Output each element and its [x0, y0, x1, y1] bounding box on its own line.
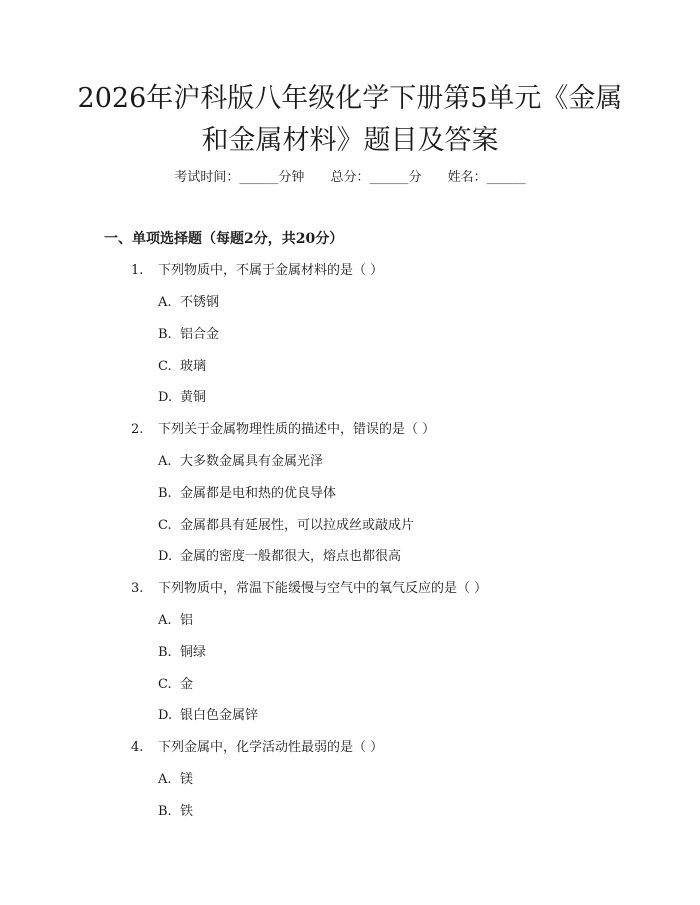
option: [158, 770, 193, 790]
document-title: 2026年沪科版八年级化学下册第5单元《金属和金属材料》题目及答案: [77, 83, 623, 156]
option-letter: D.: [158, 390, 173, 405]
exam-time: 考试时间：______分钟: [174, 170, 305, 185]
option: [158, 484, 336, 504]
option-letter: A.: [158, 295, 172, 310]
question-text: 下列关于金属物理性质的描述中，错误的是（ ）: [158, 422, 436, 437]
option-letter: D.: [158, 549, 173, 564]
student-name: 姓名：______: [447, 170, 526, 185]
option-letter: C.: [158, 359, 172, 374]
exam-info: [0, 168, 700, 188]
option: [158, 611, 193, 631]
option-letter: B.: [158, 327, 172, 342]
option-letter: A.: [158, 772, 172, 787]
option-text: 金属都是电和热的优良导体: [180, 486, 337, 501]
option-text: 铝: [180, 613, 194, 628]
option-text: 金: [180, 677, 194, 692]
option-letter: C.: [158, 518, 172, 533]
option: [158, 802, 193, 822]
option-letter: B.: [158, 645, 172, 660]
option-text: 不锈钢: [180, 295, 220, 310]
section-heading: 一、单项选择题（每题2分，共20分）: [104, 231, 344, 247]
option-text: 镁: [180, 772, 194, 787]
option-letter: A.: [158, 613, 172, 628]
option-letter: B.: [158, 486, 172, 501]
question-number: 4.: [131, 740, 144, 755]
question-number: 1.: [131, 263, 144, 278]
option: [158, 643, 206, 663]
option: [158, 547, 401, 567]
option-letter: B.: [158, 804, 172, 819]
question-number: 3.: [131, 581, 144, 596]
option-text: 玻璃: [180, 359, 207, 374]
option: [158, 325, 219, 345]
option: [158, 388, 206, 408]
option: [158, 706, 258, 726]
option-text: 铁: [180, 804, 194, 819]
option-text: 银白色金属锌: [180, 708, 259, 723]
option: [158, 675, 193, 695]
question-text: 下列物质中，不属于金属材料的是（ ）: [158, 263, 384, 278]
option-letter: A.: [158, 454, 172, 469]
option: [158, 357, 206, 377]
option-text: 铝合金: [180, 327, 220, 342]
option: [158, 293, 219, 313]
option-text: 大多数金属具有金属光泽: [180, 454, 324, 469]
question-number: 2.: [131, 422, 144, 437]
option-text: 金属都具有延展性，可以拉成丝或敲成片: [180, 518, 415, 533]
question-text: 下列金属中，化学活动性最弱的是（ ）: [158, 740, 384, 755]
option-text: 黄铜: [180, 390, 207, 405]
option-letter: C.: [158, 677, 172, 692]
option-text: 铜绿: [180, 645, 207, 660]
option: [158, 452, 323, 472]
option-text: 金属的密度一般都很大，熔点也都很高: [180, 549, 402, 564]
question-text: 下列物质中，常温下能缓慢与空气中的氧气反应的是（ ）: [158, 581, 488, 596]
option: [158, 516, 414, 536]
option-letter: D.: [158, 708, 173, 723]
exam-total-score: 总分：______分: [330, 170, 422, 185]
